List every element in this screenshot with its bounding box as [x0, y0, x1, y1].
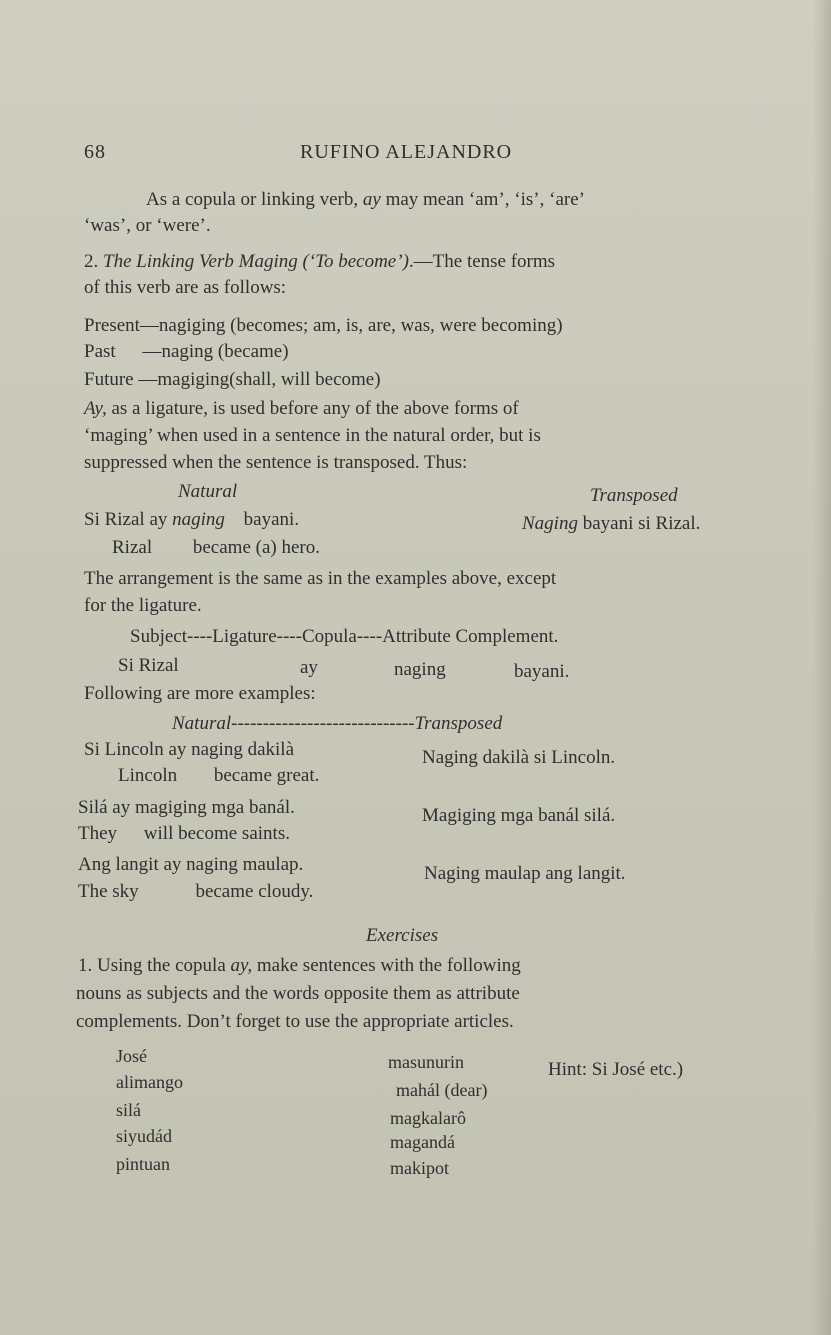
complement-1: masunurin [388, 1052, 464, 1072]
exercise-1-line-2: nouns as subjects and the words opposite them as attribute [76, 983, 520, 1004]
ex4-gloss-b: became cloudy. [195, 881, 314, 902]
noun-1: José [116, 1046, 147, 1066]
complement-3: magkalarô [390, 1108, 466, 1128]
ligature-line-3: suppressed when the sentence is transposed. Thus: [84, 452, 468, 473]
complement-4: magandá [390, 1132, 455, 1152]
example-2-gloss [118, 764, 319, 788]
copula-ay: ay [362, 189, 381, 210]
past-label: Past [84, 341, 116, 362]
example-3-gloss [78, 822, 290, 846]
exercises-heading: Exercises [366, 925, 439, 946]
complement-2: mahál (dear) [396, 1080, 488, 1100]
tense-past [84, 340, 289, 364]
examples-header [172, 712, 502, 736]
ex3-gloss-a: They [78, 823, 118, 844]
ex1-gloss-a: Rizal [112, 537, 153, 558]
past-form: —naging (became) [142, 341, 289, 362]
structure-attribute: bayani. [514, 661, 570, 682]
noun-4: siyudád [116, 1126, 172, 1146]
copula-text-a: As a copula or linking verb, [146, 189, 359, 210]
ex1-t-rest: bayani si Rizal. [582, 513, 701, 534]
section-2-heading [84, 250, 555, 274]
section-number: 2. [84, 251, 99, 272]
example-3-natural: Silá ay magiging mga banál. [78, 797, 295, 818]
ex3-gloss-b: will become saints. [143, 823, 290, 844]
more-examples: Following are more examples: [84, 683, 316, 704]
section-intro-line-2: of this verb are as follows: [84, 277, 287, 298]
example-1-natural [84, 508, 299, 532]
ex1-bayani: bayani. [243, 509, 300, 530]
exercise-1-line-1 [78, 954, 521, 978]
exercise-1-text-a: Using the copula [97, 955, 226, 976]
arrangement-line-2: for the ligature. [84, 595, 202, 616]
ex1-part-a: Si Rizal ay [84, 509, 168, 530]
ex4-gloss-a: The sky [78, 881, 139, 902]
transposed-label-2: Transposed [414, 713, 503, 734]
exercise-number: 1. [78, 955, 93, 976]
noun-5: pintuan [116, 1154, 170, 1174]
tense-present: Present—nagiging (becomes; am, is, are, was, were becoming) [84, 315, 563, 336]
section-title: The Linking Verb Maging (‘To become’) [103, 251, 409, 272]
example-2-transposed: Naging dakilà si Lincoln. [422, 747, 616, 768]
ex1-naging: naging [172, 509, 225, 530]
example-3-transposed: Magiging mga banál silá. [422, 805, 616, 826]
ex1-gloss-b: became (a) hero. [192, 537, 320, 558]
tense-future: Future —magiging(shall, will become) [84, 369, 381, 390]
structure-ligature: ay [300, 657, 318, 678]
structure-copula: naging [394, 659, 446, 680]
example-4-transposed: Naging maulap ang langit. [424, 863, 626, 884]
natural-label-2: Natural [172, 713, 232, 734]
page-number: 68 [84, 141, 106, 163]
structure-line: Subject----Ligature----Copula----Attribute Complement. [130, 626, 559, 647]
exercise-1-text-b: make sentences with the following [256, 955, 521, 976]
arrangement-line-1: The arrangement is the same as in the examples above, except [84, 568, 557, 589]
example-1-gloss [112, 536, 320, 560]
copula-text-b: may mean ‘am’, ‘is’, ‘are’ [385, 189, 585, 210]
exercise-1-ay: ay, [230, 955, 253, 976]
transposed-label: Transposed [590, 485, 678, 506]
ex2-gloss-a: Lincoln [118, 765, 178, 786]
complement-5: makipot [390, 1158, 449, 1178]
noun-3: silá [116, 1100, 141, 1120]
structure-subject: Si Rizal [118, 655, 179, 676]
copula-note-line-1 [146, 188, 585, 212]
example-2-natural: Si Lincoln ay naging dakilà [84, 739, 295, 760]
exercise-hint: Hint: Si José etc.) [548, 1059, 684, 1080]
example-4-gloss [78, 880, 313, 904]
ligature-text-1: as a ligature, is used before any of the above forms of [111, 398, 519, 419]
section-intro-rest: .—The tense forms [408, 251, 556, 272]
ligature-ay: Ay, [84, 398, 107, 419]
example-1-transposed [522, 512, 700, 536]
ligature-line-1 [84, 397, 519, 421]
example-4-natural: Ang langit ay naging maulap. [78, 854, 304, 875]
noun-2: alimango [116, 1072, 183, 1092]
natural-label: Natural [178, 481, 238, 502]
ligature-line-2: ‘maging’ when used in a sentence in the natural order, but is [84, 425, 541, 446]
dash-leader: ----------------------------- [231, 713, 415, 734]
exercise-1-line-3: complements. Don’t forget to use the appropriate articles. [76, 1011, 514, 1032]
ex2-gloss-b: became great. [213, 765, 320, 786]
copula-note-line-2: ‘was’, or ‘were’. [84, 215, 211, 236]
running-title: RUFINO ALEJANDRO [300, 141, 513, 163]
ex1-t-naging: Naging [522, 513, 578, 534]
